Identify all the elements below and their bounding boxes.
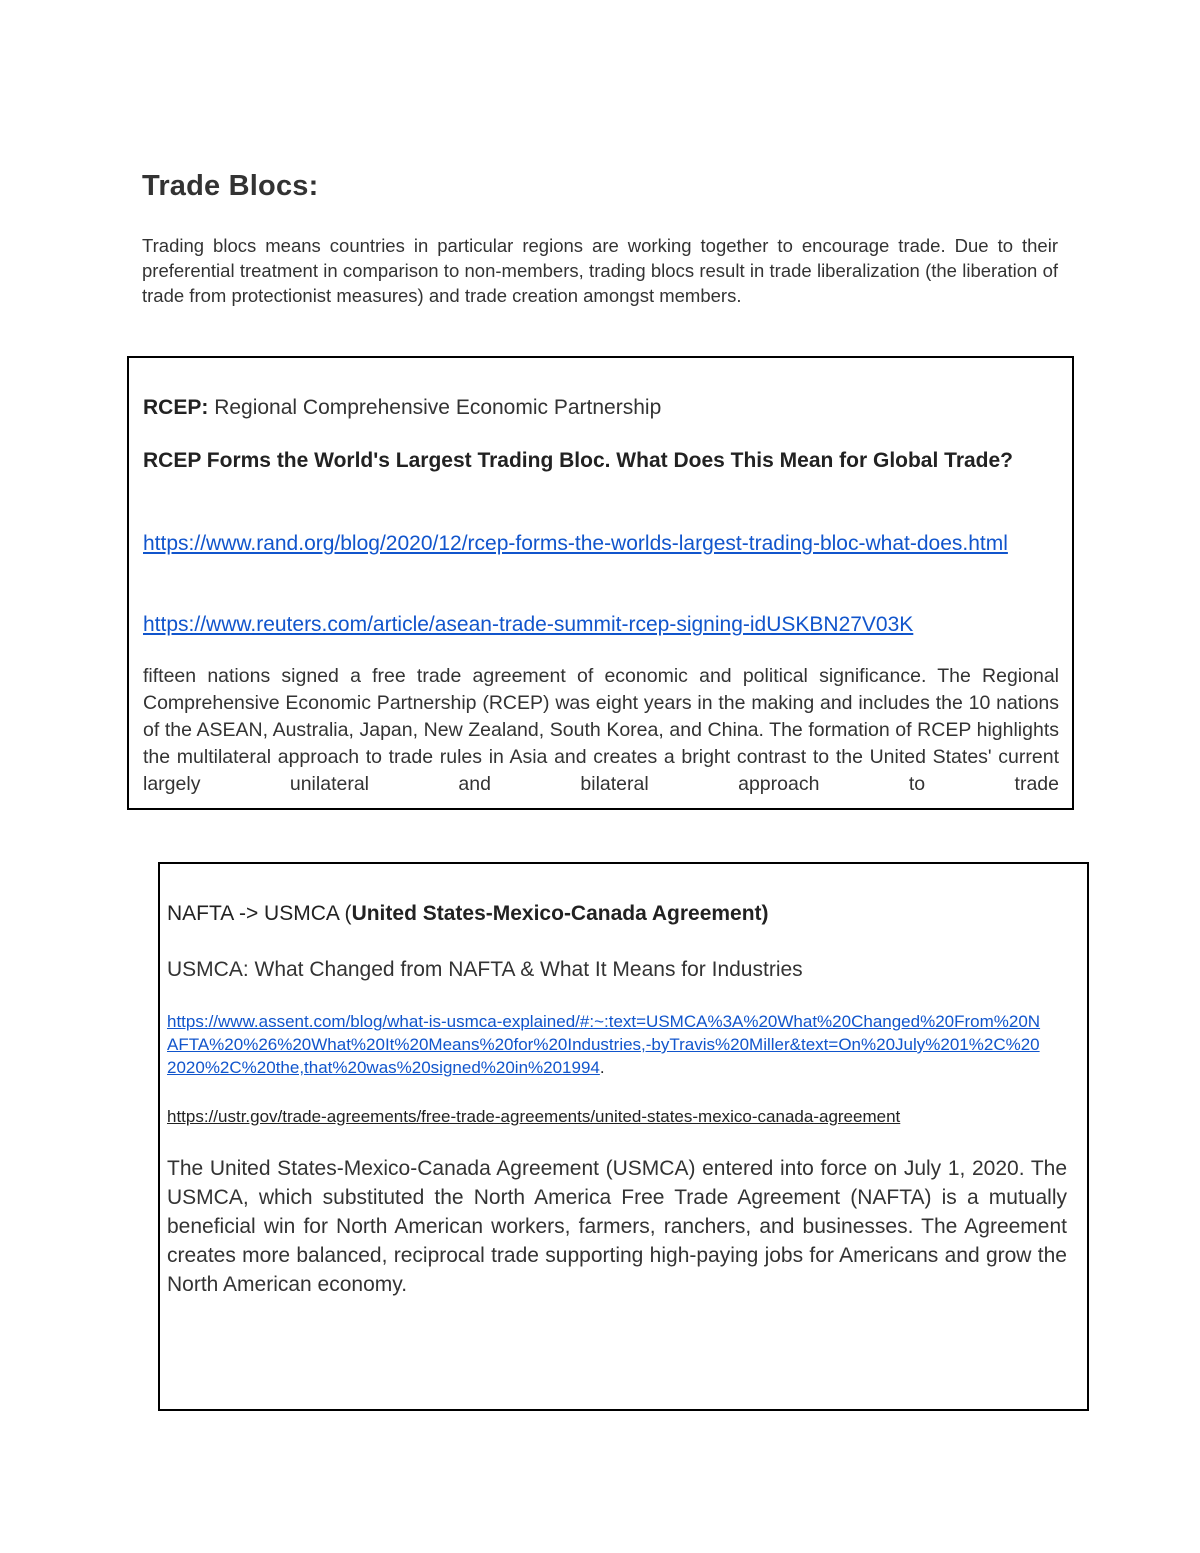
rcep-link-rand[interactable]: https://www.rand.org/blog/2020/12/rcep-forms-the-worlds-largest-trading-bloc-what-does.html — [143, 532, 1008, 555]
usmca-subtitle: USMCA: What Changed from NAFTA & What It Means for Industries — [167, 958, 803, 981]
usmca-heading-prefix: NAFTA -> USMCA ( — [167, 902, 352, 925]
rcep-box — [127, 356, 1074, 810]
usmca-link-assent-wrapper — [167, 1010, 1047, 1079]
usmca-link-assent-suffix: . — [599, 1058, 605, 1077]
usmca-heading — [167, 900, 769, 928]
rcep-subtitle: RCEP Forms the World's Largest Trading Bloc. What Does This Mean for Global Trade? — [143, 449, 1014, 472]
usmca-link-ustr[interactable]: https://ustr.gov/trade-agreements/free-trade-agreements/united-states-mexico-canada-agreement — [167, 1107, 901, 1126]
rcep-link-reuters[interactable]: https://www.reuters.com/article/asean-trade-summit-rcep-signing-idUSKBN27V03K — [143, 613, 914, 636]
usmca-body: The United States-Mexico-Canada Agreement (USMCA) entered into force on July 1, 2020. The USMCA, which substituted the North America Free Trade Agreement (NAFTA) is a mutually beneficial win for North American workers, farmers, ranchers, and businesses. The Agreement creates more balanced, reciprocal trade supporting high-paying jobs for Americans and grow the North American economy. — [167, 1157, 1067, 1296]
rcep-heading — [143, 394, 661, 422]
usmca-box — [158, 862, 1089, 1411]
rcep-link-rand-wrapper — [143, 530, 1043, 558]
rcep-link-reuters-wrapper — [143, 611, 1059, 639]
rcep-body: fifteen nations signed a free trade agreement of economic and political significance. The Regional Comprehensive Economic Partnership (RCEP) was eight years in the making and includes the 10 nations of the ASEAN, Australia, Japan, New Zealand, South Korea, and China. The formation of RCEP highlights the multilateral approach to trade rules in Asia and creates a bright contrast to the United States' current largely unilateral and bilateral approach to trade — [143, 665, 1059, 795]
rcep-label-full: Regional Comprehensive Economic Partnership — [214, 396, 662, 419]
intro-paragraph: Trading blocs means countries in particular regions are working together to encourage trade. Due to their preferential treatment in comparison to non-members, trading blocs result in trade liberalization (the liberation of trade from protectionist measures) and trade creation amongst members. — [142, 235, 1058, 306]
usmca-link-assent[interactable]: https://www.assent.com/blog/what-is-usmca-explained/#:~:text=USMCA%3A%20What%20Changed%20From%20NAFTA%20%26%20What%20It%20Means%20for%20Industries,-byTravis%20Miller&text=On%20July%201%2C%202020%2C%20the,that%20was%20signed%20in%201994 — [167, 1012, 1041, 1077]
usmca-heading-bold: United States-Mexico-Canada Agreement) — [351, 902, 769, 925]
page-title: Trade Blocs: — [142, 170, 319, 202]
rcep-label: RCEP: — [143, 396, 209, 419]
